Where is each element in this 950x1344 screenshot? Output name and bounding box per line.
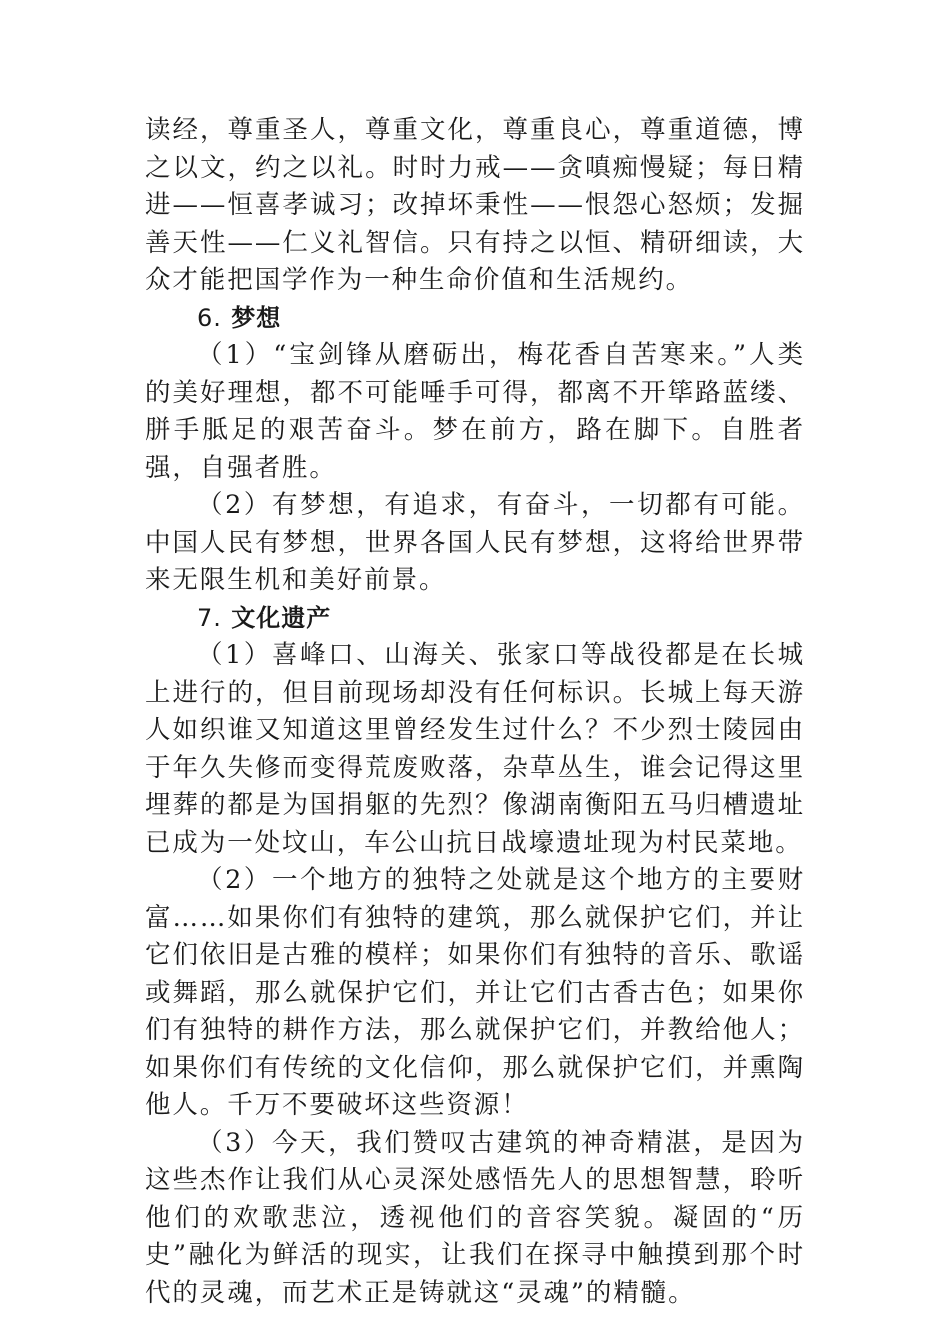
section-heading-dream <box>145 300 805 338</box>
document-page <box>145 112 805 1312</box>
section-number: 6. <box>197 303 222 332</box>
paragraph: （3）今天，我们赞叹古建筑的神奇精湛，是因为这些杰作让我们从心灵深处感悟先人的思想智慧，聆听他们的欢歌悲泣，透视他们的音容笑貌。凝固的“历史”融化为鲜活的现实，让我们在探寻中触摸到那个时代的灵魂，而艺术正是铸就这“灵魂”的精髓。 <box>145 1127 805 1308</box>
section-title: 文化遗产 <box>231 603 332 632</box>
paragraph: （2）一个地方的独特之处就是这个地方的主要财富……如果你们有独特的建筑，那么就保护它们，并让它们依旧是古雅的模样；如果你们有独特的音乐、歌谣或舞蹈，那么就保护它们，并让它们古香古色；如果你们有独特的耕作方法，那么就保护它们，并教给他人；如果你们有传统的文化信仰，那么就保护它们，并熏陶他人。千万不要破坏这些资源！ <box>145 865 805 1120</box>
section-title: 梦想 <box>231 303 282 332</box>
section-dream <box>145 300 805 600</box>
section-cultural-heritage <box>145 600 805 1313</box>
section-number: 7. <box>197 603 222 632</box>
paragraph: （2）有梦想，有追求，有奋斗，一切都有可能。中国人民有梦想，世界各国人民有梦想，这将给世界带来无限生机和美好前景。 <box>145 490 805 595</box>
section-heading-cultural-heritage <box>145 600 805 638</box>
intro-paragraph: 读经，尊重圣人，尊重文化，尊重良心，尊重道德，博之以文，约之以礼。时时力戒——贪嗔痴慢疑；每日精进——恒喜孝诚习；改掉坏秉性——恨怨心怒烦；发掘善天性——仁义礼智信。只有持之以恒、精研细读，大众才能把国学作为一种生命价值和生活规约。 <box>145 115 805 295</box>
paragraph: （1）“宝剑锋从磨砺出，梅花香自苦寒来。”人类的美好理想，都不可能唾手可得，都离不开筚路蓝缕、胼手胝足的艰苦奋斗。梦在前方，路在脚下。自胜者强，自强者胜。 <box>145 340 805 483</box>
paragraph: （1）喜峰口、山海关、张家口等战役都是在长城上进行的，但目前现场却没有任何标识。长城上每天游人如织谁又知道这里曾经发生过什么？不少烈士陵园由于年久失修而变得荒废败落，杂草丛生，谁会记得这里埋葬的都是为国捐躯的先烈？像湖南衡阳五马归槽遗址已成为一处坟山，车公山抗日战壕遗址现为村民菜地。 <box>145 640 805 858</box>
